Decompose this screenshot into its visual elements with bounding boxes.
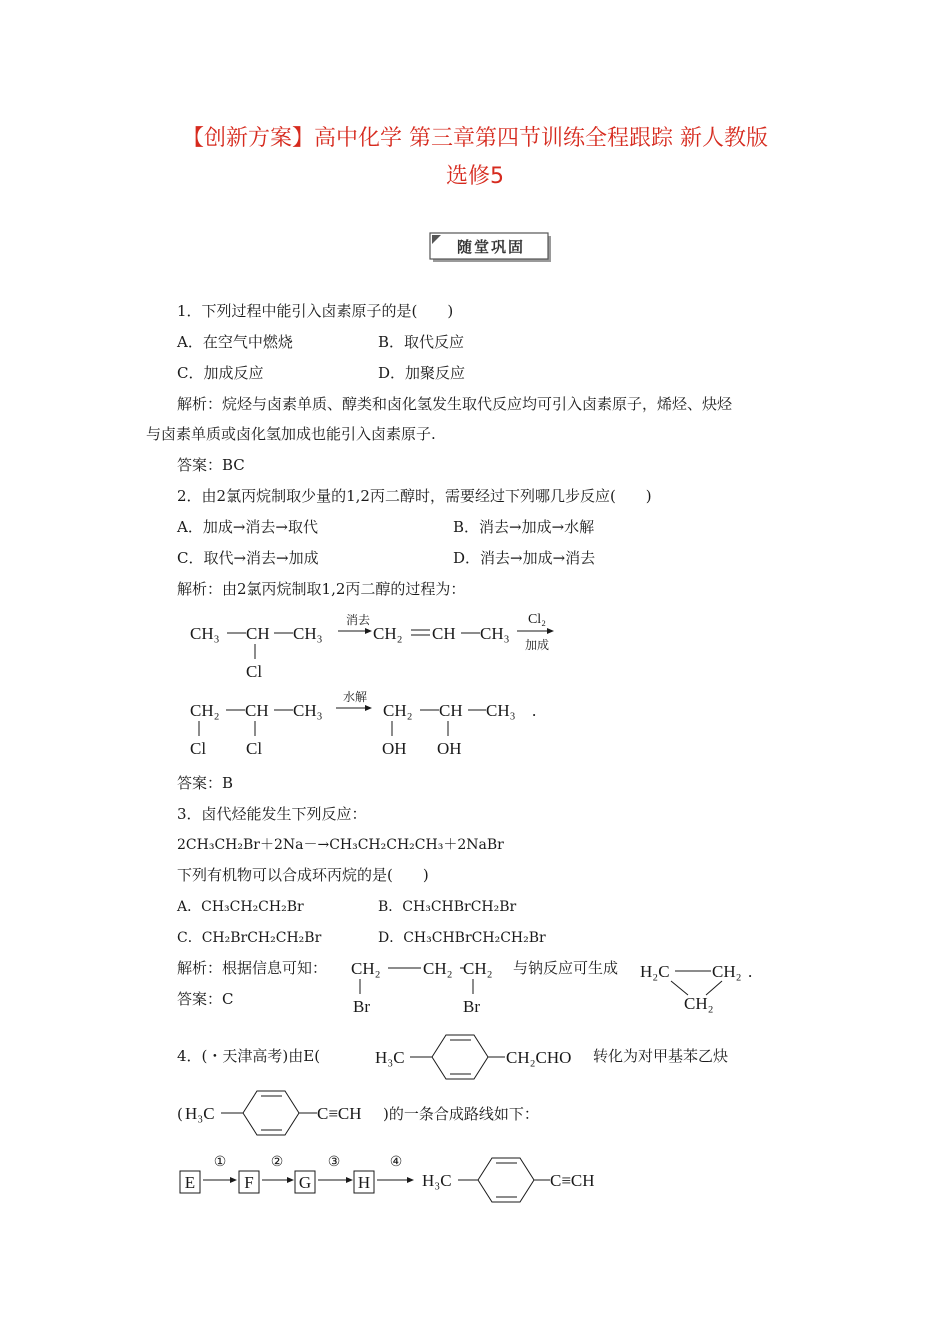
q2-s2-cl2: Cl bbox=[246, 739, 263, 758]
q1-stem: 1．下列过程中能引入卤素原子的是( ) bbox=[177, 302, 454, 320]
page-title-line1: 【创新方案】高中化学 第三章第四节训练全程跟踪 新人教版 bbox=[182, 126, 768, 151]
q2-arrow2-top: Cl₂ bbox=[527, 612, 547, 627]
page-title-line2: 选修5 bbox=[446, 164, 504, 189]
q2-arrow2-bottom: 加成 bbox=[524, 638, 550, 652]
q3-analysis-mid: 与钠反应可生成 bbox=[513, 959, 619, 977]
q2-option-d: D．消去→加成→消去 bbox=[453, 549, 596, 567]
q2-p2-oh1: OH bbox=[382, 739, 407, 758]
q3-stem: 3．卤代烃能发生下列反应： bbox=[177, 805, 367, 823]
q2-s1-cl: Cl bbox=[246, 662, 263, 681]
q4-line2-end: )的一条合成路线如下： bbox=[383, 1105, 539, 1123]
q2-analysis: 解析：由2氯丙烷制取1,2丙二醇的过程为： bbox=[177, 580, 466, 598]
q1-analysis-line1: 解析：烷烃与卤素单质、醇类和卤化氢发生取代反应均可引入卤素原子，烯烃、炔烃 bbox=[177, 395, 733, 413]
q3-ring-left: H₂C bbox=[640, 962, 670, 981]
q1-option-b: B．取代反应 bbox=[378, 333, 465, 351]
q2-rxn-end: . bbox=[532, 701, 537, 720]
route-box-f: F bbox=[244, 1173, 254, 1192]
q3-struct-br2: Br bbox=[463, 997, 480, 1016]
q3-ring-bottom: CH₂ bbox=[684, 994, 714, 1013]
q3-cyclopropane-ring bbox=[638, 955, 763, 1015]
q2-p1-ch: CH bbox=[432, 624, 456, 643]
route-step-4: ④ bbox=[389, 1155, 403, 1170]
q4-compound-e bbox=[370, 1028, 595, 1084]
section-badge bbox=[429, 232, 553, 264]
route-product-right: C≡CH bbox=[550, 1171, 595, 1190]
q4-line2-open: ( bbox=[177, 1105, 183, 1123]
q2-s1-ch: CH bbox=[246, 624, 270, 643]
q1-analysis-line2: 与卤素单质或卤化氢加成也能引入卤素原子. bbox=[146, 425, 436, 443]
route-box-g: G bbox=[298, 1173, 312, 1192]
q4-e-right: CH₂CHO bbox=[506, 1048, 572, 1067]
q4-synthesis-route bbox=[170, 1152, 630, 1212]
route-product-left: H₃C bbox=[422, 1171, 452, 1190]
q3-option-c: C．CH₂BrCH₂CH₂Br bbox=[177, 930, 322, 946]
q1-option-c: C．加成反应 bbox=[177, 364, 264, 382]
q2-s2-ch3: CH₃ bbox=[293, 701, 323, 720]
q4-stem-end: 转化为对甲基苯乙炔 bbox=[593, 1047, 729, 1065]
q4-e-left: H₃C bbox=[375, 1048, 405, 1067]
q1-option-a: A．在空气中燃烧 bbox=[177, 333, 293, 351]
q2-answer: 答案：B bbox=[177, 774, 234, 792]
q4-line2-left: H₃C bbox=[185, 1104, 215, 1123]
route-step-2: ② bbox=[270, 1155, 284, 1170]
q4-target-compound bbox=[183, 1085, 383, 1141]
q3-ring-end: . bbox=[748, 962, 753, 981]
section-badge-label: 随堂巩固 bbox=[456, 238, 526, 256]
q3-option-a: A．CH₃CH₂CH₂Br bbox=[177, 899, 304, 915]
q2-arrow3-label: 水解 bbox=[342, 690, 368, 704]
route-box-h: H bbox=[357, 1173, 371, 1192]
q2-p1-ch3: CH₃ bbox=[480, 624, 510, 643]
q1-answer: 答案：BC bbox=[177, 456, 245, 474]
q3-struct-b: CH₂ bbox=[423, 959, 453, 978]
route-box-e: E bbox=[184, 1173, 196, 1192]
q2-p2-ch: CH bbox=[439, 701, 463, 720]
q2-option-a: A．加成→消去→取代 bbox=[177, 518, 318, 536]
q3-ring-right: CH₂ bbox=[712, 962, 742, 981]
route-step-3: ③ bbox=[327, 1155, 341, 1170]
q2-s1-ch3: CH₃ bbox=[190, 624, 220, 643]
q2-s2-ch2: CH₂ bbox=[190, 701, 220, 720]
q2-s2-ch: CH bbox=[245, 701, 269, 720]
q2-p2-oh2: OH bbox=[437, 739, 462, 758]
q1-option-d: D．加聚反应 bbox=[378, 364, 466, 382]
q3-question: 下列有机物可以合成环丙烷的是( ) bbox=[177, 866, 429, 884]
q2-p1-ch2: CH₂ bbox=[373, 624, 403, 643]
q3-struct-a: CH₂ bbox=[351, 959, 381, 978]
q2-p2-ch2: CH₂ bbox=[383, 701, 413, 720]
q2-s2-cl1: Cl bbox=[190, 739, 207, 758]
q3-option-b: B．CH₃CHBrCH₂Br bbox=[378, 899, 517, 915]
q3-equation: 2CH₃CH₂Br＋2Na－→CH₃CH₂CH₂CH₃＋2NaBr bbox=[177, 837, 504, 853]
q2-stem: 2．由2氯丙烷制取少量的1,2丙二醇时，需要经过下列哪几步反应( ) bbox=[177, 487, 652, 505]
q2-s1-ch3b: CH₃ bbox=[293, 624, 323, 643]
q3-dibromopropane-structure bbox=[345, 950, 510, 1020]
q2-option-c: C．取代→消去→加成 bbox=[177, 549, 319, 567]
q3-answer: 答案：C bbox=[177, 990, 234, 1008]
q2-reaction-scheme bbox=[180, 605, 580, 770]
q3-option-d: D．CH₃CHBrCH₂CH₂Br bbox=[378, 930, 546, 946]
q3-analysis: 解析：根据信息可知： bbox=[177, 959, 328, 977]
route-step-1: ① bbox=[213, 1155, 227, 1170]
q4-stem-start: 4．(・天津高考)由E( bbox=[177, 1047, 321, 1065]
q4-line2-right: C≡CH bbox=[317, 1104, 362, 1123]
q2-p2-ch3: CH₃ bbox=[486, 701, 516, 720]
q3-struct-c: CH₂ bbox=[463, 959, 493, 978]
q2-option-b: B．消去→加成→水解 bbox=[453, 518, 595, 536]
q2-arrow1-label: 消去 bbox=[345, 613, 371, 627]
q3-struct-br1: Br bbox=[353, 997, 370, 1016]
